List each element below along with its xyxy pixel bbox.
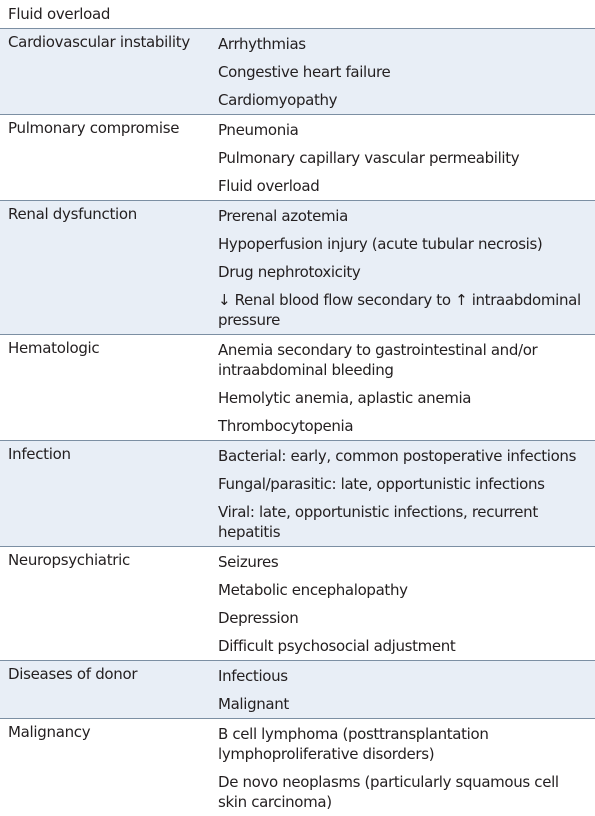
category-label: Pulmonary compromise (0, 115, 216, 137)
category-cell (0, 719, 216, 816)
table-row (0, 719, 595, 816)
fluid-overload-label: Fluid overload (0, 0, 595, 23)
list-item: Fungal/parasitic: late, opportunistic infections (216, 470, 595, 498)
table-row (0, 441, 595, 547)
category-cell (0, 335, 216, 441)
table-row (0, 661, 595, 719)
table-row-fluid-overload (0, 0, 595, 29)
items-cell (216, 547, 595, 661)
list-item: Difficult psychosocial adjustment (216, 632, 595, 660)
items-cell (216, 441, 595, 547)
list-item: Viral: late, opportunistic infections, recurrent hepatitis (216, 498, 595, 546)
category-label: Neuropsychiatric (0, 547, 216, 569)
category-cell (0, 115, 216, 201)
list-item: Cardiomyopathy (216, 86, 595, 114)
items-cell (216, 719, 595, 816)
category-label: Cardiovascular instability (0, 29, 216, 51)
items-cell (216, 115, 595, 201)
list-item: Hypoperfusion injury (acute tubular necrosis) (216, 230, 595, 258)
category-label: Infection (0, 441, 216, 463)
list-item: B cell lymphoma (posttransplantation lymphoproliferative disorders) (216, 719, 595, 768)
items-cell (216, 29, 595, 115)
items-cell (216, 201, 595, 335)
category-label: Hematologic (0, 335, 216, 357)
fluid-overload-cell (0, 0, 595, 29)
items-cell (216, 335, 595, 441)
list-item: Infectious (216, 661, 595, 690)
category-cell (0, 29, 216, 115)
table-row (0, 201, 595, 335)
category-label: Malignancy (0, 719, 216, 741)
list-item: Drug nephrotoxicity (216, 258, 595, 286)
category-cell (0, 441, 216, 547)
category-cell (0, 201, 216, 335)
table-row (0, 29, 595, 115)
list-item: Pneumonia (216, 115, 595, 144)
list-item: Thrombocytopenia (216, 412, 595, 440)
list-item: Arrhythmias (216, 29, 595, 58)
list-item: Depression (216, 604, 595, 632)
list-item: Metabolic encephalopathy (216, 576, 595, 604)
list-item: ↓ Renal blood flow secondary to ↑ intraabdominal pressure (216, 286, 595, 334)
list-item: Bacterial: early, common postoperative infections (216, 441, 595, 470)
list-item: Pulmonary capillary vascular permeability (216, 144, 595, 172)
items-cell (216, 661, 595, 719)
list-item: Prerenal azotemia (216, 201, 595, 230)
list-item: Fluid overload (216, 172, 595, 200)
category-label: Renal dysfunction (0, 201, 216, 223)
table-row (0, 547, 595, 661)
category-cell (0, 547, 216, 661)
list-item: De novo neoplasms (particularly squamous cell skin carcinoma) (216, 768, 595, 816)
list-item: Congestive heart failure (216, 58, 595, 86)
list-item: Malignant (216, 690, 595, 718)
category-cell (0, 661, 216, 719)
table-row (0, 335, 595, 441)
list-item: Hemolytic anemia, aplastic anemia (216, 384, 595, 412)
list-item: Seizures (216, 547, 595, 576)
category-label: Diseases of donor (0, 661, 216, 683)
list-item: Anemia secondary to gastrointestinal and/or intraabdominal bleeding (216, 335, 595, 384)
table-row (0, 115, 595, 201)
